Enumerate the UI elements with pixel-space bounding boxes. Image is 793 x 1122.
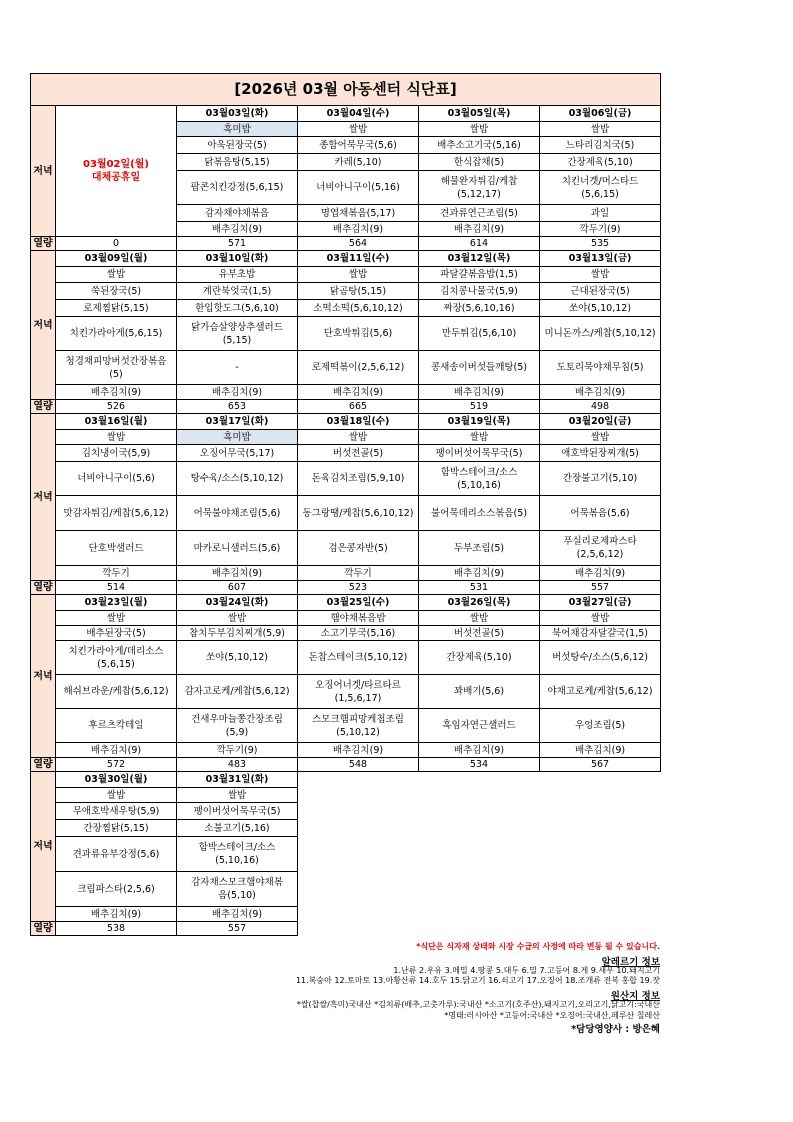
dinner-label: 저녁 <box>31 251 56 400</box>
menu-cell: 짜장(5,6,10,16) <box>419 300 540 317</box>
date-header: 03월13일(금) <box>540 251 661 267</box>
kcal-value: 567 <box>540 758 661 772</box>
date-header: 03월11일(수) <box>298 251 419 267</box>
menu-cell: 배추김치(9) <box>419 743 540 758</box>
menu-cell: 간장제육(5,10) <box>540 154 661 171</box>
menu-cell: 소떡소떡(5,6,10,12) <box>298 300 419 317</box>
menu-cell: 두부조림(5) <box>419 531 540 566</box>
menu-cell: 쌀밥 <box>56 788 177 803</box>
kcal-value: 523 <box>298 581 419 595</box>
menu-table <box>30 73 661 936</box>
date-header: 03월30일(월) <box>56 772 177 788</box>
kcal-label: 열량 <box>31 922 56 936</box>
menu-cell: 닭곰탕(5,15) <box>298 283 419 300</box>
date-header: 03월25일(수) <box>298 595 419 611</box>
menu-cell: 배추김치(9) <box>177 907 298 922</box>
dinner-label: 저녁 <box>31 106 56 237</box>
menu-cell: 북어채감자달걀국(1,5) <box>540 626 661 641</box>
menu-cell: 배추김치(9) <box>419 566 540 581</box>
menu-cell: 소불고기(5,16) <box>177 820 298 837</box>
menu-cell: 쌀밥 <box>56 267 177 283</box>
menu-cell: 깍두기 <box>298 566 419 581</box>
menu-cell: 무애호박새우탕(5,9) <box>56 803 177 820</box>
menu-cell: 닭볶음탕(5,15) <box>177 154 298 171</box>
menu-cell: 함박스테이크/소스 (5,10,16) <box>177 837 298 872</box>
menu-cell: 치킨가라아게/데리소스 (5,6,15) <box>56 641 177 675</box>
menu-cell: 배추김치(9) <box>177 385 298 400</box>
kcal-value: 534 <box>419 758 540 772</box>
menu-cell: 쌀밥 <box>540 267 661 283</box>
menu-cell: 배추김치(9) <box>177 566 298 581</box>
origin-line-2: *명태:러시아산 *고등어:국내산 *오징어:국내산,페루산 칠레산 <box>444 1011 660 1020</box>
menu-cell: 감자고로케/케찹(5,6,12) <box>177 675 298 709</box>
origin-info-text <box>30 999 660 1021</box>
menu-cell: 쌀밥 <box>56 611 177 626</box>
menu-cell: 참치두부김치찌개(5,9) <box>177 626 298 641</box>
menu-change-notice: *식단은 식자재 상태와 시장 수급의 사정에 따라 변동 될 수 있습니다. <box>416 942 660 951</box>
menu-cell: 배추김치(9) <box>56 743 177 758</box>
menu-cell: 흑미밥 <box>177 430 298 445</box>
menu-cell: 배추소고기국(5,16) <box>419 137 540 154</box>
date-header: 03월03일(화) <box>177 106 298 122</box>
menu-cell: 소고기무국(5,16) <box>298 626 419 641</box>
kcal-value: 607 <box>177 581 298 595</box>
menu-cell: 배추김치(9) <box>419 222 540 237</box>
menu-cell: 배추김치(9) <box>56 907 177 922</box>
menu-cell: 쌀밥 <box>298 122 419 137</box>
menu-cell: 버섯탕수/소스(5,6,12) <box>540 641 661 675</box>
kcal-value: 572 <box>56 758 177 772</box>
date-header: 03월12일(목) <box>419 251 540 267</box>
menu-cell: 쏘야(5,10,12) <box>540 300 661 317</box>
holiday-cell <box>56 106 177 237</box>
menu-cell: 아욱된장국(5) <box>177 137 298 154</box>
kcal-value: 0 <box>56 237 177 251</box>
kcal-value: 498 <box>540 400 661 414</box>
menu-cell: 어묵불야채조림(5,6) <box>177 496 298 531</box>
menu-cell: 닭가슴살양상추샐러드 (5,15) <box>177 317 298 351</box>
menu-cell: 건새우마늘쫑간장조림 (5,9) <box>177 709 298 743</box>
menu-cell: 도토리묵야채무침(5) <box>540 351 661 385</box>
date-header: 03월31일(화) <box>177 772 298 788</box>
menu-cell: 버섯전골(5) <box>298 445 419 462</box>
menu-cell: 쌀밥 <box>540 430 661 445</box>
menu-cell: 후르츠칵테일 <box>56 709 177 743</box>
menu-cell: 배추된장국(5) <box>56 626 177 641</box>
dinner-label: 저녁 <box>31 414 56 581</box>
menu-cell: 배추김치(9) <box>540 385 661 400</box>
menu-cell: 김치냉이국(5,9) <box>56 445 177 462</box>
origin-info-title: 원산지 정보 <box>610 991 660 1002</box>
dietitian-name: *담당영양사 : 방은혜 <box>571 1024 660 1035</box>
menu-cell: 어묵볶음(5,6) <box>540 496 661 531</box>
kcal-value: 538 <box>56 922 177 936</box>
empty-area <box>298 772 661 936</box>
kcal-value: 535 <box>540 237 661 251</box>
menu-cell: 간장찜닭(5,15) <box>56 820 177 837</box>
menu-cell: 쏘야(5,10,12) <box>177 641 298 675</box>
menu-cell: 감자채스모크햄야채볶 음(5,10) <box>177 872 298 907</box>
menu-cell: 간장제육(5,10) <box>419 641 540 675</box>
menu-cell: 카레(5,10) <box>298 154 419 171</box>
menu-cell: 쌀밥 <box>419 122 540 137</box>
menu-cell: 해물완자튀김/케찹 (5,12,17) <box>419 171 540 205</box>
date-header: 03월26일(목) <box>419 595 540 611</box>
menu-cell: 돈육김치조림(5,9,10) <box>298 462 419 496</box>
menu-cell: 쌀밥 <box>298 267 419 283</box>
menu-cell: 쌀밥 <box>56 430 177 445</box>
menu-cell: 함박스테이크/소스 (5,10,16) <box>419 462 540 496</box>
menu-cell: 불어묵데리소스볶음(5) <box>419 496 540 531</box>
menu-cell: 팝콘치킨강정(5,6,15) <box>177 171 298 205</box>
date-header: 03월19일(목) <box>419 414 540 430</box>
menu-cell: 단호박샐러드 <box>56 531 177 566</box>
date-header: 03월24일(화) <box>177 595 298 611</box>
kcal-value: 564 <box>298 237 419 251</box>
menu-cell: 배추김치(9) <box>298 385 419 400</box>
menu-cell: 애호박된장찌개(5) <box>540 445 661 462</box>
menu-cell: 쌀밥 <box>419 611 540 626</box>
menu-cell: 간장불고기(5,10) <box>540 462 661 496</box>
menu-cell: 쌀밥 <box>177 611 298 626</box>
menu-cell: 계란북엇국(1,5) <box>177 283 298 300</box>
menu-cell: 스모크햄피망케첩조림 (5,10,12) <box>298 709 419 743</box>
menu-cell: 팽이버섯어묵무국(5) <box>419 445 540 462</box>
date-header: 03월04일(수) <box>298 106 419 122</box>
menu-cell: 배추김치(9) <box>540 566 661 581</box>
date-header: 03월27일(금) <box>540 595 661 611</box>
menu-cell: - <box>177 351 298 385</box>
menu-cell: 쑥된장국(5) <box>56 283 177 300</box>
menu-cell: 탕수육/소스(5,10,12) <box>177 462 298 496</box>
menu-cell: 치킨너겟/머스타드 (5,6,15) <box>540 171 661 205</box>
kcal-value: 665 <box>298 400 419 414</box>
menu-cell: 맛감자튀김/케찹(5,6,12) <box>56 496 177 531</box>
kcal-label: 열량 <box>31 758 56 772</box>
menu-cell: 단호박튀김(5,6) <box>298 317 419 351</box>
menu-cell: 오징어무국(5,17) <box>177 445 298 462</box>
menu-cell: 유부초밥 <box>177 267 298 283</box>
holiday-date: 03월02일(월) <box>83 159 149 170</box>
menu-cell: 크림파스타(2,5,6) <box>56 872 177 907</box>
kcal-value: 483 <box>177 758 298 772</box>
date-header: 03월20일(금) <box>540 414 661 430</box>
menu-cell: 파달걀볶음밥(1,5) <box>419 267 540 283</box>
menu-cell: 야채고로케/케찹(5,6,12) <box>540 675 661 709</box>
menu-cell: 견과류유부강정(5,6) <box>56 837 177 872</box>
menu-cell: 오징어너겟/타르타르 (1,5,6,17) <box>298 675 419 709</box>
kcal-value: 571 <box>177 237 298 251</box>
menu-cell: 흑임자연근샐러드 <box>419 709 540 743</box>
menu-cell: 로제찜닭(5,15) <box>56 300 177 317</box>
holiday-label: 대체공휴일 <box>91 172 141 183</box>
menu-cell: 동그랑땡/케찹(5,6,10,12) <box>298 496 419 531</box>
menu-cell: 너비아니구이(5,6) <box>56 462 177 496</box>
kcal-value: 519 <box>419 400 540 414</box>
kcal-value: 548 <box>298 758 419 772</box>
menu-cell: 쌀밥 <box>298 430 419 445</box>
menu-cell: 배추김치(9) <box>298 222 419 237</box>
menu-cell: 쌀밥 <box>540 122 661 137</box>
kcal-value: 514 <box>56 581 177 595</box>
menu-cell: 깍두기(9) <box>540 222 661 237</box>
date-header: 03월18일(수) <box>298 414 419 430</box>
menu-cell: 푸실리로제파스타 (2,5,6,12) <box>540 531 661 566</box>
kcal-value: 653 <box>177 400 298 414</box>
kcal-label: 열량 <box>31 237 56 251</box>
menu-cell: 마카로니샐러드(5,6) <box>177 531 298 566</box>
menu-cell: 로제떡볶이(2,5,6,12) <box>298 351 419 385</box>
menu-cell: 배추김치(9) <box>540 743 661 758</box>
menu-cell: 한입핫도그(5,6,10) <box>177 300 298 317</box>
menu-cell: 깍두기(9) <box>177 743 298 758</box>
menu-cell: 치킨가라아게(5,6,15) <box>56 317 177 351</box>
dinner-label: 저녁 <box>31 772 56 922</box>
menu-cell: 한식잡채(5) <box>419 154 540 171</box>
menu-cell: 견과류연근조림(5) <box>419 205 540 222</box>
menu-cell: 느타리김치국(5) <box>540 137 661 154</box>
menu-cell: 쌀밥 <box>419 430 540 445</box>
menu-cell: 배추김치(9) <box>177 222 298 237</box>
menu-sheet <box>30 73 660 936</box>
kcal-value: 557 <box>540 581 661 595</box>
menu-cell: 우엉조림(5) <box>540 709 661 743</box>
date-header: 03월16일(월) <box>56 414 177 430</box>
date-header: 03월10일(화) <box>177 251 298 267</box>
origin-line-1: *쌀(찹쌀/흑미)국내산 *김치류(배추,고춧가루):국내산 *소고기(호주산),돼지고기,오리고기,닭고기:국내산 <box>296 1000 660 1009</box>
menu-cell: 돈찹스테이크(5,10,12) <box>298 641 419 675</box>
menu-cell: 꽈배기(5,6) <box>419 675 540 709</box>
menu-cell: 미니돈까스/케찹(5,10,12) <box>540 317 661 351</box>
kcal-value: 531 <box>419 581 540 595</box>
kcal-label: 열량 <box>31 581 56 595</box>
menu-title: [2026년 03월 아동센터 식단표] <box>31 74 661 106</box>
menu-cell: 너비아니구이(5,16) <box>298 171 419 205</box>
menu-cell: 팽이버섯어묵무국(5) <box>177 803 298 820</box>
kcal-value: 614 <box>419 237 540 251</box>
date-header: 03월09일(월) <box>56 251 177 267</box>
menu-cell: 과일 <box>540 205 661 222</box>
kcal-value: 526 <box>56 400 177 414</box>
menu-cell: 종합어묵무국(5,6) <box>298 137 419 154</box>
kcal-value: 557 <box>177 922 298 936</box>
kcal-label: 열량 <box>31 400 56 414</box>
menu-cell: 만두튀김(5,6,10) <box>419 317 540 351</box>
menu-cell: 햄야채볶음밥 <box>298 611 419 626</box>
allergy-info-text: 1.난류 2.우유 3.메밀 4.땅콩 5.대두 6.밀 7.고등어 8.게 9.새우 10.돼지고기 11.복숭아 12.토마토 13.아황산류 14.호두 15.닭고기 16.쇠고기 17.오징어 18.조개류 전복 홍합 19.잣 <box>295 966 660 985</box>
menu-cell: 쌀밥 <box>177 788 298 803</box>
date-header: 03월06일(금) <box>540 106 661 122</box>
menu-cell: 깍두기 <box>56 566 177 581</box>
menu-cell: 청경채피망버섯간장볶음 (5) <box>56 351 177 385</box>
menu-cell: 쌀밥 <box>540 611 661 626</box>
menu-cell: 흑미밥 <box>177 122 298 137</box>
menu-cell: 해쉬브라운/케찹(5,6,12) <box>56 675 177 709</box>
menu-cell: 배추김치(9) <box>56 385 177 400</box>
allergy-info-title: 알레르기 정보 <box>601 957 660 968</box>
menu-cell: 배추김치(9) <box>298 743 419 758</box>
dinner-label: 저녁 <box>31 595 56 758</box>
menu-cell: 콩새송이버섯들깨탕(5) <box>419 351 540 385</box>
menu-cell: 명엽채볶음(5,17) <box>298 205 419 222</box>
date-header: 03월23일(월) <box>56 595 177 611</box>
menu-cell: 근대된장국(5) <box>540 283 661 300</box>
menu-cell: 김치콩나물국(5,9) <box>419 283 540 300</box>
menu-cell: 버섯전골(5) <box>419 626 540 641</box>
date-header: 03월17일(화) <box>177 414 298 430</box>
menu-cell: 배추김치(9) <box>419 385 540 400</box>
date-header: 03월05일(목) <box>419 106 540 122</box>
menu-cell: 검은콩자반(5) <box>298 531 419 566</box>
menu-cell: 감자채야채볶음 <box>177 205 298 222</box>
